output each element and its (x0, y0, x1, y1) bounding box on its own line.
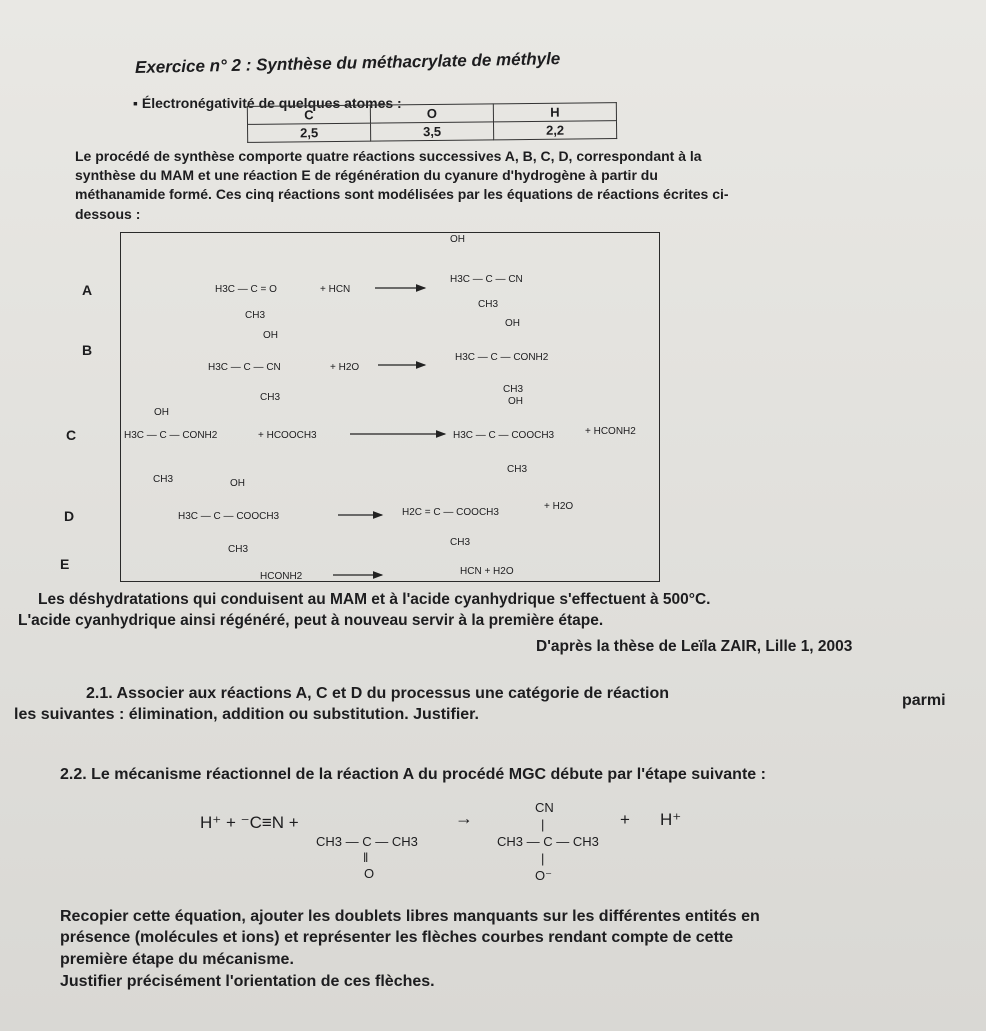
reaction-c-product-top: OH (508, 396, 523, 407)
reaction-a-reactant: H3C — C = O (215, 284, 277, 295)
reaction-c-product-bottom: CH3 (507, 464, 528, 475)
mechanism-ketone-oxygen: O (364, 866, 375, 881)
reaction-d-reactant: H3C — C — COOCH3 (178, 511, 280, 522)
question-2-2-text-2: présence (molécules et ions) et représenter les flèches courbes rendant compte de cette (60, 929, 734, 946)
electronegativity-table (247, 102, 617, 143)
electronegativity-label: ▪ Électronégativité de quelques atomes : (133, 95, 402, 111)
reaction-b-product: H3C — C — CONH2 (455, 352, 549, 363)
intro-line-1: Le procédé de synthèse comporte quatre réactions successives A, B, C, D, correspondant à la (75, 148, 702, 164)
reaction-b-reactant: H3C — C — CN (208, 362, 281, 373)
reaction-c-product: H3C — C — COOCH3 (453, 430, 555, 441)
table-cell: 2,2 (493, 121, 616, 140)
reaction-a-reagent: + HCN (320, 284, 351, 295)
mechanism-reactants: H⁺ + ⁻C≡N + (200, 813, 299, 832)
reaction-a-product-top: OH (450, 234, 465, 245)
question-2-2-text-3: première étape du mécanisme. (60, 951, 294, 968)
mechanism-product-top: CN (535, 800, 554, 815)
reaction-c-side-product: + HCONH2 (585, 426, 636, 437)
mechanism-proton: H⁺ (660, 810, 682, 829)
reaction-a-product-bottom: CH3 (478, 299, 499, 310)
reaction-label-e: E (60, 556, 70, 572)
reaction-c-bottom: CH3 (153, 474, 174, 485)
reaction-equations (120, 232, 660, 582)
mechanism-ketone-chain: CH3 — C — CH3 (316, 834, 418, 849)
question-2-2-text-4: Justifier précisément l'orientation de ces flèches. (60, 973, 435, 990)
reaction-a-product: H3C — C — CN (450, 274, 523, 285)
reaction-label-b: B (82, 342, 93, 358)
mechanism-product-bottom: O⁻ (535, 868, 552, 883)
question-2-1-line-2: les suivantes : élimination, addition ou substitution. Justifier. (14, 706, 479, 723)
reaction-d-top: OH (230, 478, 245, 489)
reaction-b-bottom: CH3 (260, 392, 281, 403)
intro-line-2: synthèse du MAM et une réaction E de régénération du cyanure d'hydrogène à partir du (75, 167, 658, 183)
conditions-line-1: Les déshydratations qui conduisent au MAM et à l'acide cyanhydrique s'effectuent à 500°C. (38, 591, 711, 608)
table-cell: 2,5 (248, 123, 371, 142)
reaction-d-product: H2C = C — COOCH3 (402, 507, 499, 518)
reaction-c-top: OH (154, 407, 169, 418)
reaction-e-product: HCN + H2O (460, 566, 514, 577)
question-2-2-text-1: Recopier cette équation, ajouter les doublets libres manquants sur les différentes entités en (60, 908, 760, 925)
reaction-b-reagent: + H2O (330, 362, 360, 373)
question-2-1-parmi: parmi (902, 692, 946, 709)
question-2-2: 2.2. Le mécanisme réactionnel de la réaction A du procédé MGC débute par l'étape suivante : (60, 766, 766, 783)
table-header: H (493, 103, 616, 122)
reaction-e-reactant: HCONH2 (260, 571, 303, 582)
reaction-label-c: C (66, 427, 77, 443)
reaction-label-d: D (64, 508, 75, 524)
reaction-a-sub: CH3 (245, 310, 266, 321)
reaction-label-a: A (82, 282, 93, 298)
mechanism-plus: + (620, 810, 630, 829)
conditions-line-2: L'acide cyanhydrique ainsi régénéré, peut à nouveau servir à la première étape. (18, 612, 604, 629)
reaction-d-bottom: CH3 (228, 544, 249, 555)
reaction-d-side-product: + H2O (544, 501, 574, 512)
table-header: O (370, 104, 493, 123)
reaction-d-product-bottom: CH3 (450, 537, 471, 548)
table-cell: 3,5 (371, 122, 494, 141)
reaction-c-reactant: H3C — C — CONH2 (124, 430, 218, 441)
reaction-b-product-top: OH (505, 318, 520, 329)
reaction-b-top: OH (263, 330, 278, 341)
mechanism-arrow: → (455, 808, 473, 828)
intro-line-4: dessous : (75, 206, 141, 222)
reaction-b-product-bottom: CH3 (503, 384, 524, 395)
mechanism-product-chain: CH3 — C — CH3 (497, 834, 599, 849)
table-header: C (247, 105, 370, 124)
intro-line-3: méthanamide formé. Ces cinq réactions sont modélisées par les équations de réactions écrites ci- (75, 186, 729, 202)
reaction-c-reagent: + HCOOCH3 (258, 430, 317, 441)
exercise-title: Exercice n° 2 : Synthèse du méthacrylate de méthyle (134, 49, 561, 77)
question-2-1-line-1: 2.1. Associer aux réactions A, C et D du processus une catégorie de réaction (86, 685, 670, 702)
source-citation: D'après la thèse de Leïla ZAIR, Lille 1, 2003 (536, 638, 853, 655)
